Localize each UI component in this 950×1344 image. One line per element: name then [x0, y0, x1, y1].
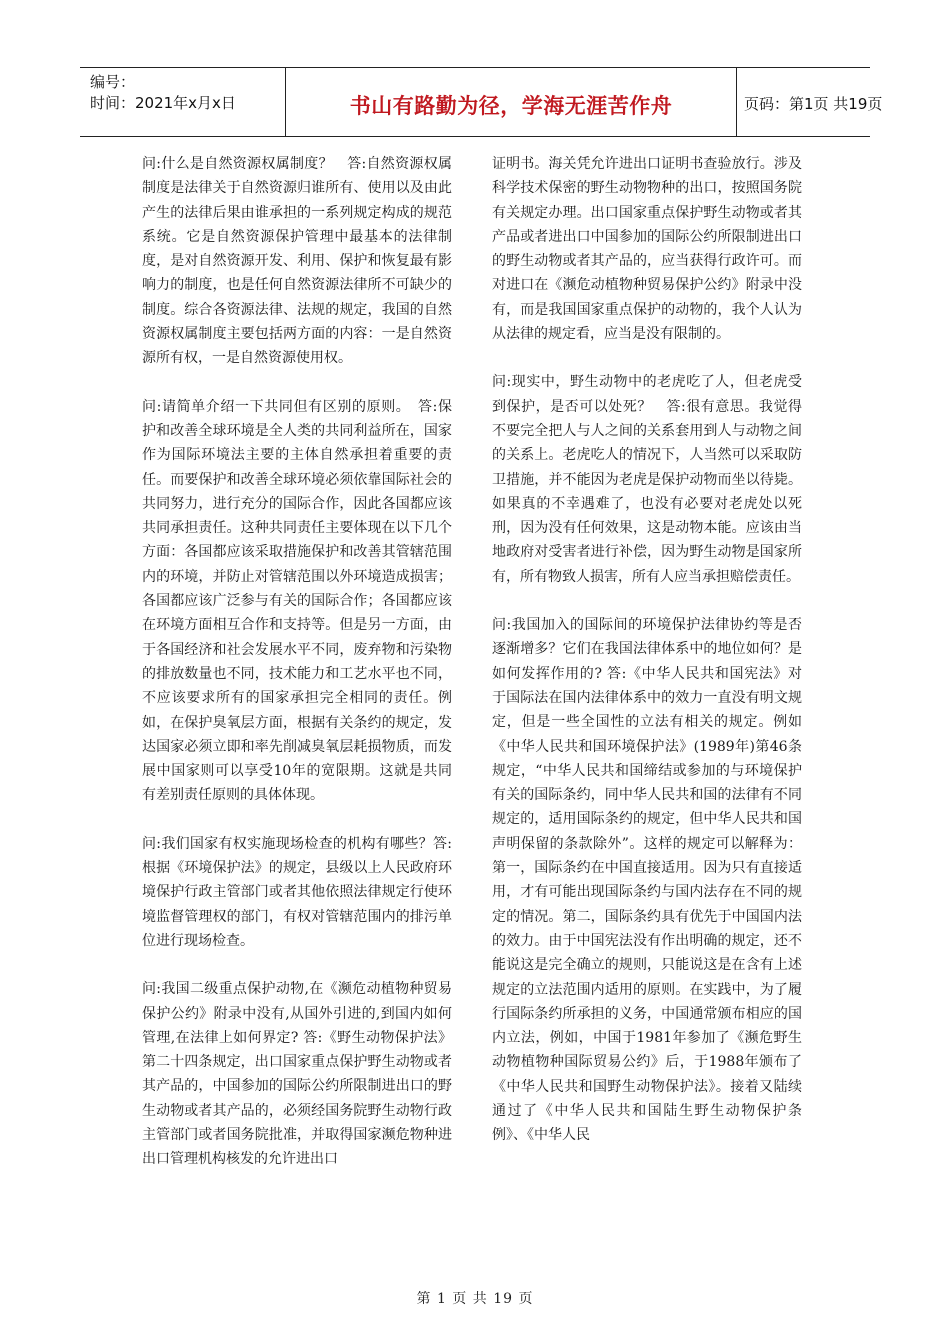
header-motto-cell — [285, 68, 737, 136]
qa-paragraph: 问:请简单介绍一下共同但有区别的原则。 答:保护和改善全球环境是全人类的共同利益所在，国家作为国际环境法主要的主体自然承担着重要的责任。而要保护和改善全球环境必须依靠国际社会的共同努力，进行充分的国际合作，因此各国都应该共同承担责任。这种共同责任主要体现在以下几个方面：各国都应该采取措施保护和改善其管辖范围内的环境，并防止对管辖范围以外环境造成损害；各国都应该广泛参与有关的国际合作；各国都应该在环境方面相互合作和支持等。但是另一方面，由于各国经济和社会发展水平不同，废弃物和污染物的排放数量也不同，技术能力和工艺水平也不同，不应该要求所有的国家承担完全相同的责任。例如，在保护臭氧层方面，根据有关条约的规定，发达国家必须立即和率先削减臭氧层耗损物质，而发展中国家则可以享受10年的宽限期。这就是共同有差别责任原则的具体体现。 — [142, 398, 452, 804]
qa-paragraph: 问:我国二级重点保护动物,在《濒危动植物种贸易保护公约》附录中没有,从国外引进的,到国内如何管理,在法律上如何界定? 答:《野生动物保护法》第二十四条规定，出口国家重点保护野生动物或者其产品的，中国参加的国际公约所限制进出口的野生动物或者其产品的，必须经国务院野生动物行政主管部门或者国务院批准，并取得国家濒危物种进出口管理机构核发的允许进出口 — [142, 981, 452, 1168]
qa-paragraph: 问:我国加入的国际间的环境保护法律协约等是否逐渐增多？它们在我国法律体系中的地位如何？是如何发挥作用的? 答:《中华人民共和国宪法》对于国际法在国内法律体系中的效力一直没有明文规定，但是一些全国性的立法有相关的规定。例如《中华人民共和国环境保护法》(1989年)第46条规定，“中华人民共和国缔结或参加的与环境保护有关的国际条约，同中华人民共和国的法律有不同规定的，适用国际条约的规定，但中华人民共和国声明保留的条款除外”。这样的规定可以解释为：第一，国际条约在中国直接适用。因为只有直接适用，才有可能出现国际条约与国内法存在不同的规定的情况。第二，国际条约具有优先于中国国内法的效力。由于中国宪法没有作出明确的规定，还不能说这是完全确立的规则，只能说这是在含有上述规定的立法范围内适用的原则。在实践中，为了履行国际条约所承担的义务，中国通常颁布相应的国内立法，例如，中国于1981年参加了《濒危野生动物植物种国际贸易公约》后，于1988年颁布了《中华人民共和国野生动物保护法》。接着又陆续通过了《中华人民共和国陆生野生动物保护条例》、《中华人民 — [492, 617, 802, 1144]
qa-paragraph: 问:现实中，野生动物中的老虎吃了人，但老虎受到保护，是否可以处死？ 答:很有意思。我觉得不要完全把人与人之间的关系套用到人与动物之间的关系上。老虎吃人的情况下，人当然可以采取防卫措施，并不能因为老虎是保护动物而坐以待毙。如果真的不幸遇难了，也没有必要对老虎处以死刑，因为没有任何效果，这是动物本能。应该由当地政府对受害者进行补偿，因为野生动物是国家所有，所有物致人损害，所有人应当承担赔偿责任。 — [492, 374, 802, 585]
qa-paragraph: 证明书。海关凭允许进出口证明书查验放行。涉及科学技术保密的野生动物物种的出口，按照国务院有关规定办理。出口国家重点保护野生动物或者其产品或者进出口中国参加的国际公约所限制进出口的野生动物或者其产品的，应当获得行政许可。而对进口在《濒危动植物种贸易保护公约》附录中没有，而是我国国家重点保护的动物的，我个人认为从法律的规定看，应当是没有限制的。 — [492, 156, 802, 343]
document-date: 时间：2021年x月x日 — [90, 94, 236, 112]
header-meta-cell — [80, 68, 285, 136]
header-motto: 书山有路勤为径，学海无涯苦作舟 — [349, 94, 673, 118]
header-page-cell — [736, 68, 883, 136]
document-header — [80, 67, 883, 137]
page-footer: 第 1 页 共 19 页 — [416, 1291, 534, 1307]
left-column — [142, 152, 452, 1196]
qa-paragraph: 问:我们国家有权实施现场检查的机构有哪些？答:根据《环境保护法》的规定，县级以上人民政府环境保护行政主管部门或者其他依照法律规定行使环境监督管理权的部门，有权对管辖范围内的排污单位进行现场检查。 — [142, 835, 452, 949]
qa-paragraph: 问:什么是自然资源权属制度？ 答:自然资源权属制度是法律关于自然资源归谁所有、使用以及由此产生的法律后果由谁承担的一系列规定构成的规范系统。它是自然资源保护管理中最基本的法律制度，是对自然资源开发、利用、保护和恢复最有影响力的制度，也是任何自然资源法律所不可缺少的制度。综合各资源法律、法规的规定，我国的自然资源权属制度主要包括两方面的内容：一是自然资源所有权，一是自然资源使用权。 — [142, 156, 452, 367]
right-column — [492, 152, 802, 1172]
header-page-info: 页码：第1页 共19页 — [744, 95, 883, 113]
document-number-label: 编号： — [90, 73, 136, 91]
